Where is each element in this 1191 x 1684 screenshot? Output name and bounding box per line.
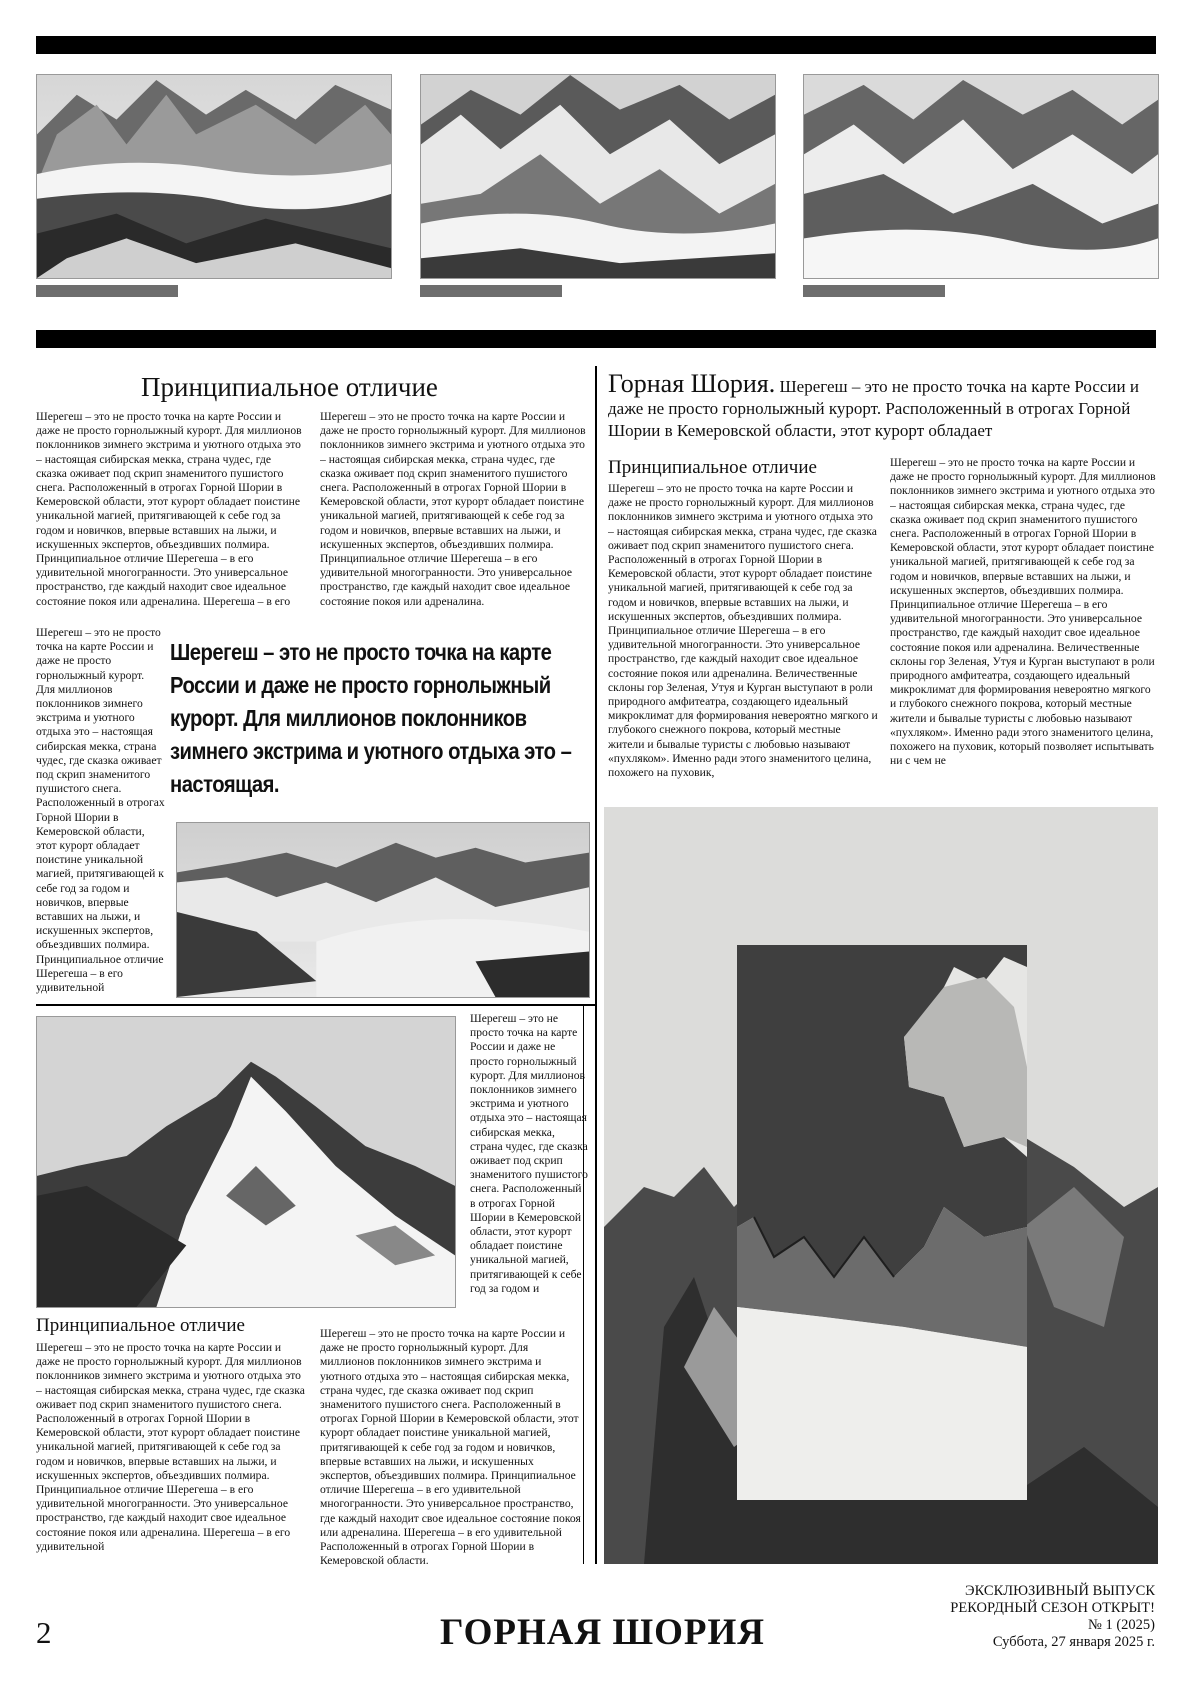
issue-info-line4: Суббота, 27 января 2025 г. [992,1634,1155,1650]
page-number: 2 [36,1615,52,1650]
left-article-heading: Принципиальное отличие [141,372,438,402]
left-article-col1: Шерегеш – это не просто точка на карте России и даже не просто горнолыжный курорт. Для миллионов поклонников зимнего экстрима и уютного отдыха это – настоящая сибирская мекка, страна чудес, где сказка оживает под скрип знаменитого пушистого снега. Расположенный в отрогах Горной Шории в Кемеровской области, этот курорт обладает поистине уникальной магией, притягивающей к себе год за годом и новичков, впервые вставших на лыжи, и искушенных экспертов, объездивших полмира. Принципиальное отличие Шерегеша – в его удивительной многогранности. Это универсальное пространство, где каждый находит свое идеальное состояние покоя или адреналина. Шерегеша – в его [36,410,302,608]
top-rule [36,36,1156,54]
pull-quote: Шерегеш – это не просто точка на карте России и даже не просто горнолыжный курорт. Для миллионов поклонников зимнего экстрима и уютного отдыха это – настоящая. [170,639,572,797]
right-article-col2: Шерегеш – это не просто точка на карте России и даже не просто горнолыжный курорт. Для миллионов поклонников зимнего экстрима и уютного отдыха это – настоящая сибирская мекка, страна чудес, где сказка оживает под скрип знаменитого пушистого снега. Расположенный в отрогах Горной Шории в Кемеровской области, этот курорт обладает поистине уникальной магией, притягивающей к себе год за годом и новичков, впервые вставших на лыжи, и искушенных экспертов, объездивших полмира. Принципиальное отличие Шерегеша – в его удивительной многогранности. Это универсальное пространство, где каждый находит свое идеальное состояние покоя или адреналина. Величественные склоны гор Зеленая, Утуя и Курган выступают в роли природного амфитеатра, создающего идеальный микроклимат для формирования невероятно мягкого и глубокого снежного покрова, который местные жители и бывалые туристы с любовью называют «пухляком». Именно ради этого знаменитого целина, похожего на пуховик, который позволяет испытывать ни с чем не [890,456,1156,768]
top-photo-2-caption-bar [420,285,562,297]
top-photo-2 [420,74,776,279]
bottom-article-heading: Принципиальное отличие [36,1315,245,1336]
right-article-col1: Шерегеш – это не просто точка на карте России и даже не просто горнолыжный курорт. Для миллионов поклонников зимнего экстрима и уютного отдыха это – настоящая сибирская мекка, страна чудес, где сказка оживает под скрип знаменитого пушистого снега. Расположенный в отрогах Горной Шории в Кемеровской области, этот курорт обладает поистине уникальной магией, притягивающей к себе год за годом и новичков, впервые вставших на лыжи, и искушенных экспертов, объездивших полмира. Принципиальное отличие Шерегеша – в его удивительной многогранности. Это универсальное пространство, где каждый находит свое идеальное состояние покоя или адреналина. Величественные склоны гор Зеленая, Утуя и Курган выступают в роли природного амфитеатра, создающего идеальный микроклимат для формирования невероятно мягкого и глубокого снежного покрова, который местные жители и бывалые туристы с любовью называют «пухляком». Именно ради этого знаменитого целина, похожего на пуховик, [608,482,878,780]
right-article-lead [608,373,1158,449]
photo-side-text: Шерегеш – это не просто точка на карте России и даже не просто горнолыжный курорт. Для миллионов поклонников зимнего экстрима и уютного отдыха это – настоящая сибирская мекка, страна чудес, где сказка оживает под скрип знаменитого пушистого снега. Расположенный в отрогах Горной Шории в Кемеровской области, этот курорт обладает поистине уникальной магией, притягивающей к себе год за годом и [470,1012,588,1295]
top-photo-1-caption-bar [36,285,178,297]
right-article-heading: Принципиальное отличие [608,457,817,478]
center-divider [595,366,597,1564]
top-photo-3-caption-bar [803,285,945,297]
top-photo-1 [36,74,392,279]
peak-photo [36,1016,456,1308]
issue-info [950,1583,1155,1651]
bottom-article-col2: Шерегеш – это не просто точка на карте России и даже не просто горнолыжный курорт. Для миллионов поклонников зимнего экстрима и уютного отдыха это – настоящая сибирская мекка, страна чудес, где сказка оживает под скрип знаменитого пушистого снега. Расположенный в отрогах Горной Шории в Кемеровской области, этот курорт обладает поистине уникальной магией, притягивающей к себе год за годом и новичков, впервые вставших на лыжи, и искушенных экспертов, объездивших полмира. Принципиальное отличие Шерегеша – в его удивительной многогранности. Это универсальное пространство, где каждый находит свое идеальное состояние покоя или адреналина. Шерегеша – в его удивительной Расположенный в отрогах Горной Шории в Кемеровской области. [320,1327,581,1568]
right-article-lead-text: Шерегеш – это не просто точка на карте России и даже не просто горнолыжный курорт. Расположенный в отрогах Горной Шории в Кемеровской области, этот курорт обладает [608,377,1139,440]
left-article-col2: Шерегеш – это не просто точка на карте России и даже не просто горнолыжный курорт. Для миллионов поклонников зимнего экстрима и уютного отдыха это – настоящая сибирская мекка, страна чудес, где сказка оживает под скрип знаменитого пушистого снега. Расположенный в отрогах Горной Шории в Кемеровской области, этот курорт обладает поистине уникальной магией, притягивающей к себе год за годом и новичков, впервые вставших на лыжи, и искушенных экспертов, объездивших полмира. Принципиальное отличие Шерегеша – в его удивительной многогранности. Это универсальное пространство, где каждый находит свое идеальное состояние покоя или адреналина. [320,410,586,608]
left-article-narrow-col: Шерегеш – это не просто точка на карте России и даже не просто горнолыжный курорт. Для миллионов поклонников зимнего экстрима и уютного отдыха это – настоящая сибирская мекка, страна чудес, где сказка оживает под скрип знаменитого пушистого снега. Расположенный в отрогах Горной Шории в Кемеровской области, этот курорт обладает поистине уникальной магией, притягивающей к себе год за годом и новичков, впервые вставших на лыжи, и искушенных экспертов, объездивших полмира. Принципиальное отличие Шерегеша – в его удивительной [36,626,165,995]
newspaper-title: ГОРНАЯ ШОРИЯ [440,1612,765,1653]
issue-info-line3: № 1 (2025) [1088,1617,1155,1633]
bottom-article-col1: Шерегеш – это не просто точка на карте России и даже не просто горнолыжный курорт. Для миллионов поклонников зимнего экстрима и уютного отдыха это – настоящая сибирская мекка, страна чудес, где сказка оживает под скрип знаменитого пушистого снега. Расположенный в отрогах Горной Шории в Кемеровской области, этот курорт обладает поистине уникальной магией, притягивающей к себе год за годом и новичков, впервые вставших на лыжи, и искушенных экспертов, объездивших полмира. Принципиальное отличие Шерегеша – в его удивительной многогранности. Это универсальное пространство, где каждый находит свое идеальное состояние покоя или адреналина. Шерегеша – в его удивительной [36,1341,305,1553]
top-photo-3 [803,74,1159,279]
feature-photo [604,807,1158,1564]
right-article-lead-title: Горная Шория. [608,373,776,398]
section-rule [36,330,1156,348]
issue-info-line1: ЭКСКЛЮЗИВНЫЙ ВЫПУСК [965,1583,1155,1599]
issue-info-line2: РЕКОРДНЫЙ СЕЗОН ОТКРЫТ! [950,1600,1155,1616]
left-horizontal-divider [36,1004,595,1006]
mid-photo [176,822,590,998]
